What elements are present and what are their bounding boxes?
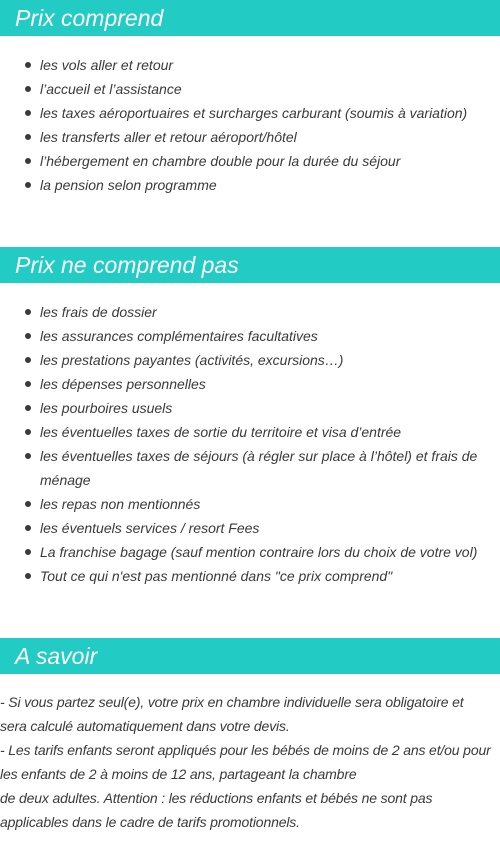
- a-savoir-line: applicables dans le cadre de tarifs promotionnels.: [0, 814, 300, 830]
- list-item: les frais de dossier: [0, 300, 500, 324]
- list-item: les pourboires usuels: [0, 396, 500, 420]
- bullet-icon: [25, 62, 31, 68]
- list-item: Tout ce qui n'est pas mentionné dans "ce prix comprend": [0, 564, 500, 588]
- section-header-a-savoir: A savoir: [0, 638, 500, 674]
- bullet-icon: [25, 501, 31, 507]
- bullet-icon: [25, 134, 31, 140]
- bullet-icon: [25, 309, 31, 315]
- bullet-icon: [25, 182, 31, 188]
- list-prix-ne-comprend-pas: [0, 300, 500, 588]
- a-savoir-line: les enfants de 2 à moins de 12 ans, partageant la chambre: [0, 766, 357, 782]
- a-savoir-line: de deux adultes. Attention : les réductions enfants et bébés ne sont pas: [0, 790, 433, 806]
- list-item: les dépenses personnelles: [0, 372, 500, 396]
- section-header-prix-comprend: Prix comprend: [0, 0, 500, 36]
- list-item: les taxes aéroportuaires et surcharges carburant (soumis à variation): [0, 101, 500, 125]
- list-item: La franchise bagage (sauf mention contraire lors du choix de votre vol): [0, 540, 500, 564]
- list-item: les éventuelles taxes de séjours (à régler sur place à l’hôtel) et frais de ménage: [0, 444, 500, 492]
- bullet-icon: [25, 525, 31, 531]
- bullet-icon: [25, 549, 31, 555]
- list-item: les éventuelles taxes de sortie du territoire et visa d’entrée: [0, 420, 500, 444]
- list-item: les vols aller et retour: [0, 53, 500, 77]
- bullet-icon: [25, 86, 31, 92]
- list-item: l’hébergement en chambre double pour la durée du séjour: [0, 149, 500, 173]
- list-item: l’accueil et l’assistance: [0, 77, 500, 101]
- list-prix-comprend: [0, 53, 500, 197]
- list-item: les transferts aller et retour aéroport/hôtel: [0, 125, 500, 149]
- list-item: les prestations payantes (activités, excursions…): [0, 348, 500, 372]
- list-item: les éventuels services / resort Fees: [0, 516, 500, 540]
- list-item: la pension selon programme: [0, 173, 500, 197]
- section-header-prix-ne-comprend-pas: Prix ne comprend pas: [0, 247, 500, 283]
- bullet-icon: [25, 573, 31, 579]
- bullet-icon: [25, 333, 31, 339]
- list-item: les assurances complémentaires facultatives: [0, 324, 500, 348]
- bullet-icon: [25, 357, 31, 363]
- bullet-icon: [25, 110, 31, 116]
- a-savoir-line: - Les tarifs enfants seront appliqués pour les bébés de moins de 2 ans et/ou pour: [0, 742, 491, 758]
- bullet-icon: [25, 158, 31, 164]
- a-savoir-text: [0, 690, 500, 834]
- bullet-icon: [25, 381, 31, 387]
- a-savoir-line: - Si vous partez seul(e), votre prix en chambre individuelle sera obligatoire et: [0, 694, 464, 710]
- bullet-icon: [25, 453, 31, 459]
- bullet-icon: [25, 429, 31, 435]
- bullet-icon: [25, 405, 31, 411]
- a-savoir-line: sera calculé automatiquement dans votre devis.: [0, 718, 290, 734]
- list-item: les repas non mentionnés: [0, 492, 500, 516]
